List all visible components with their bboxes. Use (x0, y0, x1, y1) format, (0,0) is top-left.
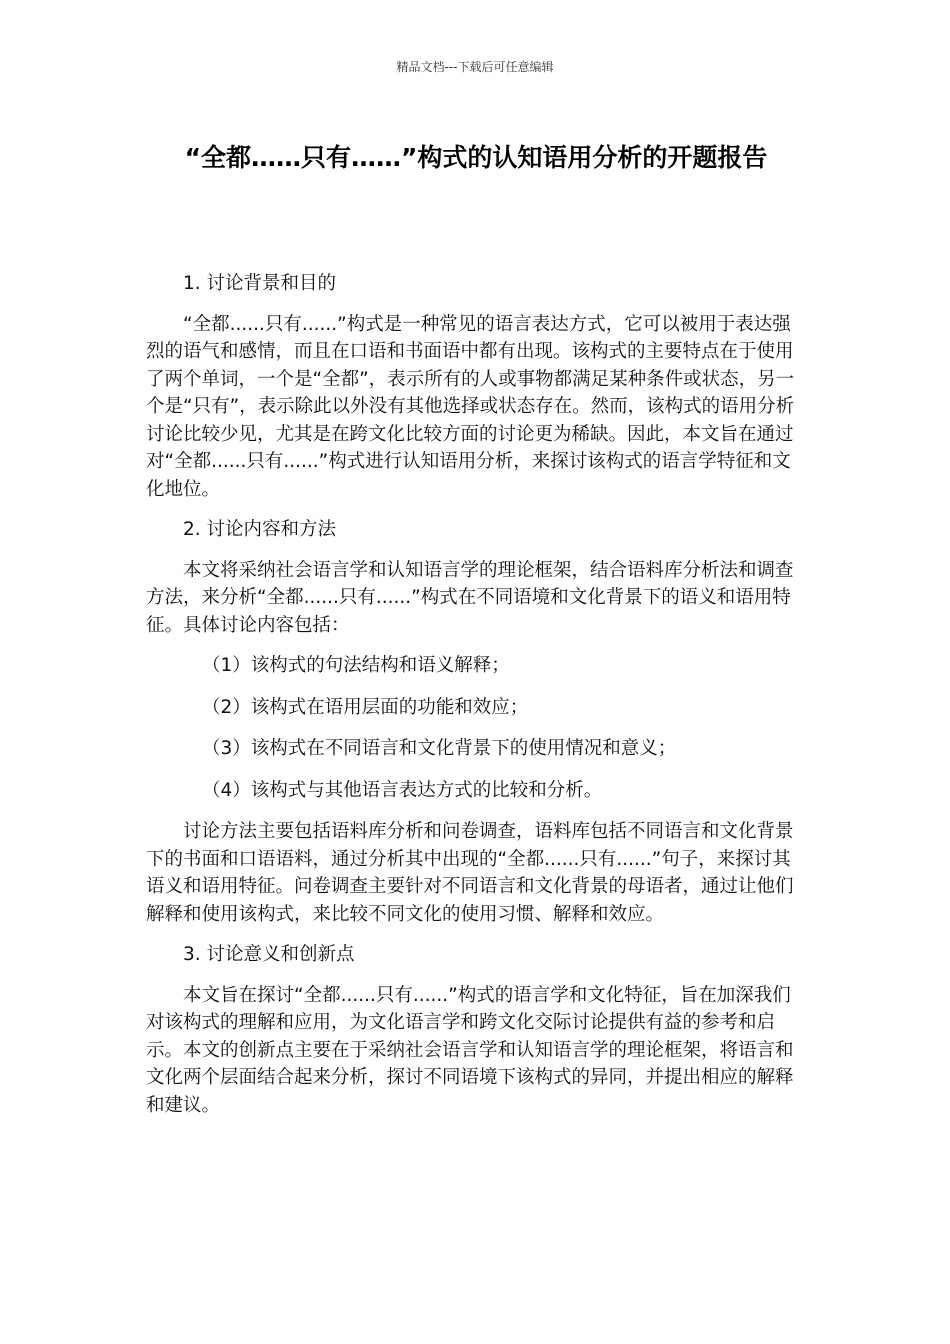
section-heading-background: 1. 讨论背景和目的 (183, 273, 337, 294)
section-heading-content-method: 2. 讨论内容和方法 (183, 519, 337, 540)
content-list-item: （1）该构式的句法结构和语义解释； (202, 655, 510, 676)
content-intro-paragraph: 本文将采纳社会语言学和认知语言学的理论框架，结合语料库分析法和调查方法，来分析“全都......只有......”构式在不同语境和文化背景下的语义和语用特征。具体讨论内容包括： (146, 559, 794, 636)
page-header: 精品文档---下载后可任意编辑 (396, 60, 554, 74)
document-body (146, 270, 808, 1132)
background-paragraph: “全都......只有......”构式是一种常见的语言表达方式，它可以被用于表达强烈的语气和感情，而且在口语和书面语中都有出现。该构式的主要特点在于使用了两个单词，一个是“全都”，表示所有的人或事物都满足某种条件或状态，另一个是“只有”，表示除此以外没有其他选择或状态存在。然而，该构式的语用分析讨论比较少见，尤其是在跨文化比较方面的讨论更为稀缺。因此，本文旨在通过对“全都......只有......”构式进行认知语用分析，来探讨该构式的语言学特征和文化地位。 (146, 313, 795, 500)
section-heading-significance: 3. 讨论意义和创新点 (183, 944, 355, 965)
content-list-item: （3）该构式在不同语言和文化背景下的使用情况和意义； (202, 738, 677, 759)
significance-paragraph: 本文旨在探讨“全都......只有......”构式的语言学和文化特征，旨在加深我们对该构式的理解和应用，为文化语言学和跨文化交际讨论提供有益的参考和启示。本文的创新点主要在于采纳社会语言学和认知语言学的理论框架，将语言和文化两个层面结合起来分析，探讨不同语境下该构式的异同，并提出相应的解释和建议。 (146, 984, 794, 1116)
content-list-item: （4）该构式与其他语言表达方式的比较和分析。 (202, 779, 603, 801)
content-list-item: （2）该构式在语用层面的功能和效应； (202, 696, 529, 718)
document-title: “全都……只有……”构式的认知语用分析的开题报告 (184, 143, 768, 172)
method-paragraph: 讨论方法主要包括语料库分析和问卷调查，语料库包括不同语言和文化背景下的书面和口语语料，通过分析其中出现的“全都......只有......”句子，来探讨其语义和语用特征。问卷调查主要针对不同语言和文化背景的母语者，通过让他们解释和使用该构式，来比较不同文化的使用习惯、解释和效应。 (146, 821, 794, 925)
